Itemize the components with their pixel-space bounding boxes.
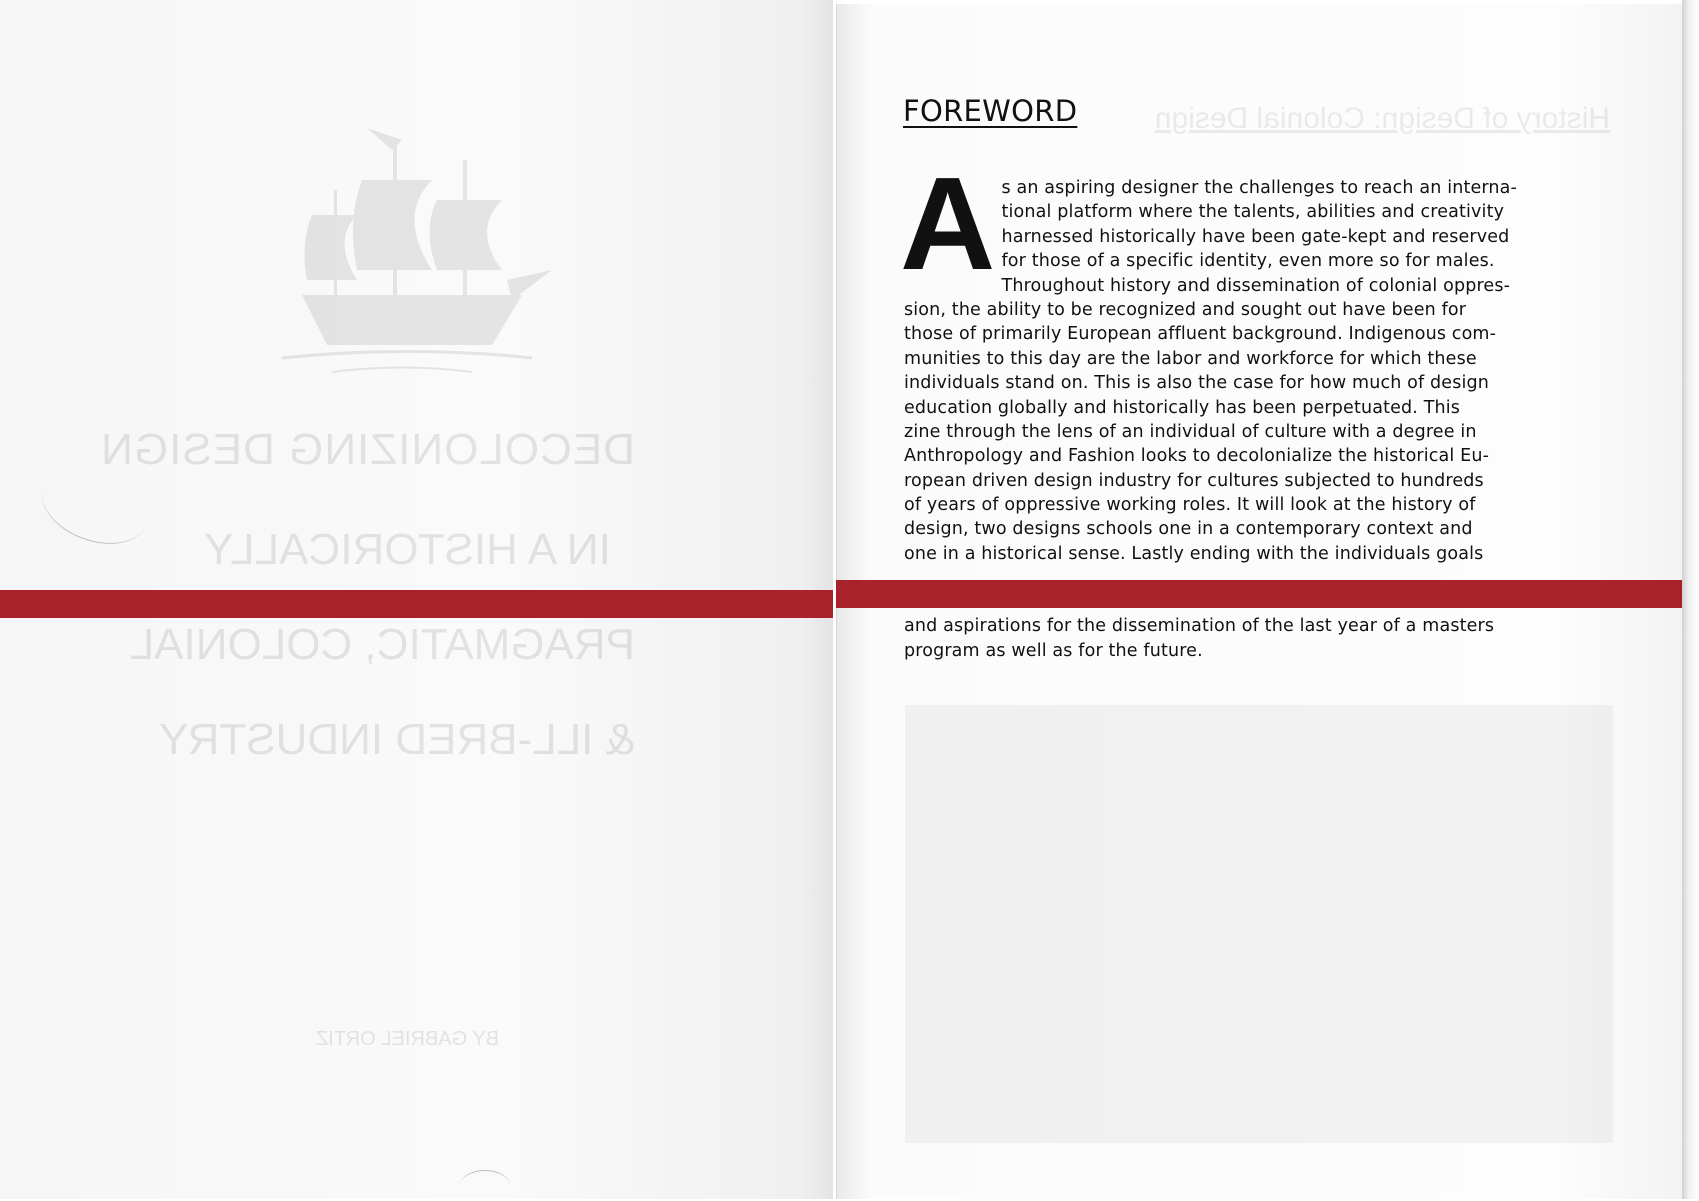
drop-cap: A bbox=[900, 150, 996, 297]
body-line: tional platform where the talents, abilities and creativity bbox=[1001, 202, 1505, 223]
body-line: Anthropology and Fashion looks to decolonialize the historical Eu- bbox=[904, 446, 1490, 467]
showthrough-image-block bbox=[905, 705, 1613, 1143]
body-line: individuals stand on. This is also the case for how much of design bbox=[904, 373, 1490, 394]
showthrough-title-line-1: DECOLONIZING DESIGN bbox=[100, 425, 635, 474]
red-band-left bbox=[0, 590, 833, 618]
body-line: design, two designs schools one in a contemporary context and bbox=[904, 519, 1473, 540]
red-band-right bbox=[836, 580, 1682, 608]
body-line: education globally and historically has been perpetuated. This bbox=[904, 397, 1461, 418]
body-line: sion, the ability to be recognized and sought out have been for bbox=[904, 299, 1467, 320]
crease-mark bbox=[460, 1170, 510, 1201]
ship-icon bbox=[262, 120, 562, 385]
showthrough-byline: BY GABRIEL ORTIZ bbox=[315, 1028, 500, 1050]
body-line: munities to this day are the labor and workforce for which these bbox=[904, 348, 1477, 369]
body-line: and aspirations for the dissemination of the last year of a masters bbox=[904, 616, 1495, 636]
body-line: zine through the lens of an individual of culture with a degree in bbox=[904, 421, 1477, 442]
page-title: FOREWORD bbox=[903, 94, 1078, 128]
body-line: Throughout history and dissemination of colonial oppres- bbox=[1001, 275, 1511, 296]
body-line: harnessed historically have been gate-kept and reserved bbox=[1001, 226, 1510, 247]
showthrough-title-line-4: & ILL-BRED INDUSTRY bbox=[159, 715, 635, 764]
body-line: those of primarily European affluent background. Indigenous com- bbox=[904, 324, 1497, 345]
body-line: program as well as for the future. bbox=[904, 641, 1203, 661]
body-line: of years of oppressive working roles. It will look at the history of bbox=[904, 495, 1476, 516]
showthrough-title-line-2: IN A HISTORICALLY bbox=[204, 525, 611, 574]
showthrough-title-line-3: PRAGMATIC, COLONIAL bbox=[129, 620, 635, 669]
foreword-body bbox=[900, 150, 1599, 566]
body-line: one in a historical sense. Lastly ending with the individuals goals bbox=[904, 543, 1484, 564]
body-line: s an aspiring designer the challenges to reach an interna- bbox=[1001, 178, 1517, 198]
showthrough-reverse-heading: History of Design: Colonial Design bbox=[1154, 102, 1610, 135]
foreword-continuation bbox=[904, 614, 1599, 664]
body-line: for those of a specific identity, even more so for males. bbox=[1001, 251, 1495, 272]
body-line: ropean driven design industry for cultures subjected to hundreds bbox=[904, 470, 1484, 491]
page-edge bbox=[1682, 0, 1699, 1199]
